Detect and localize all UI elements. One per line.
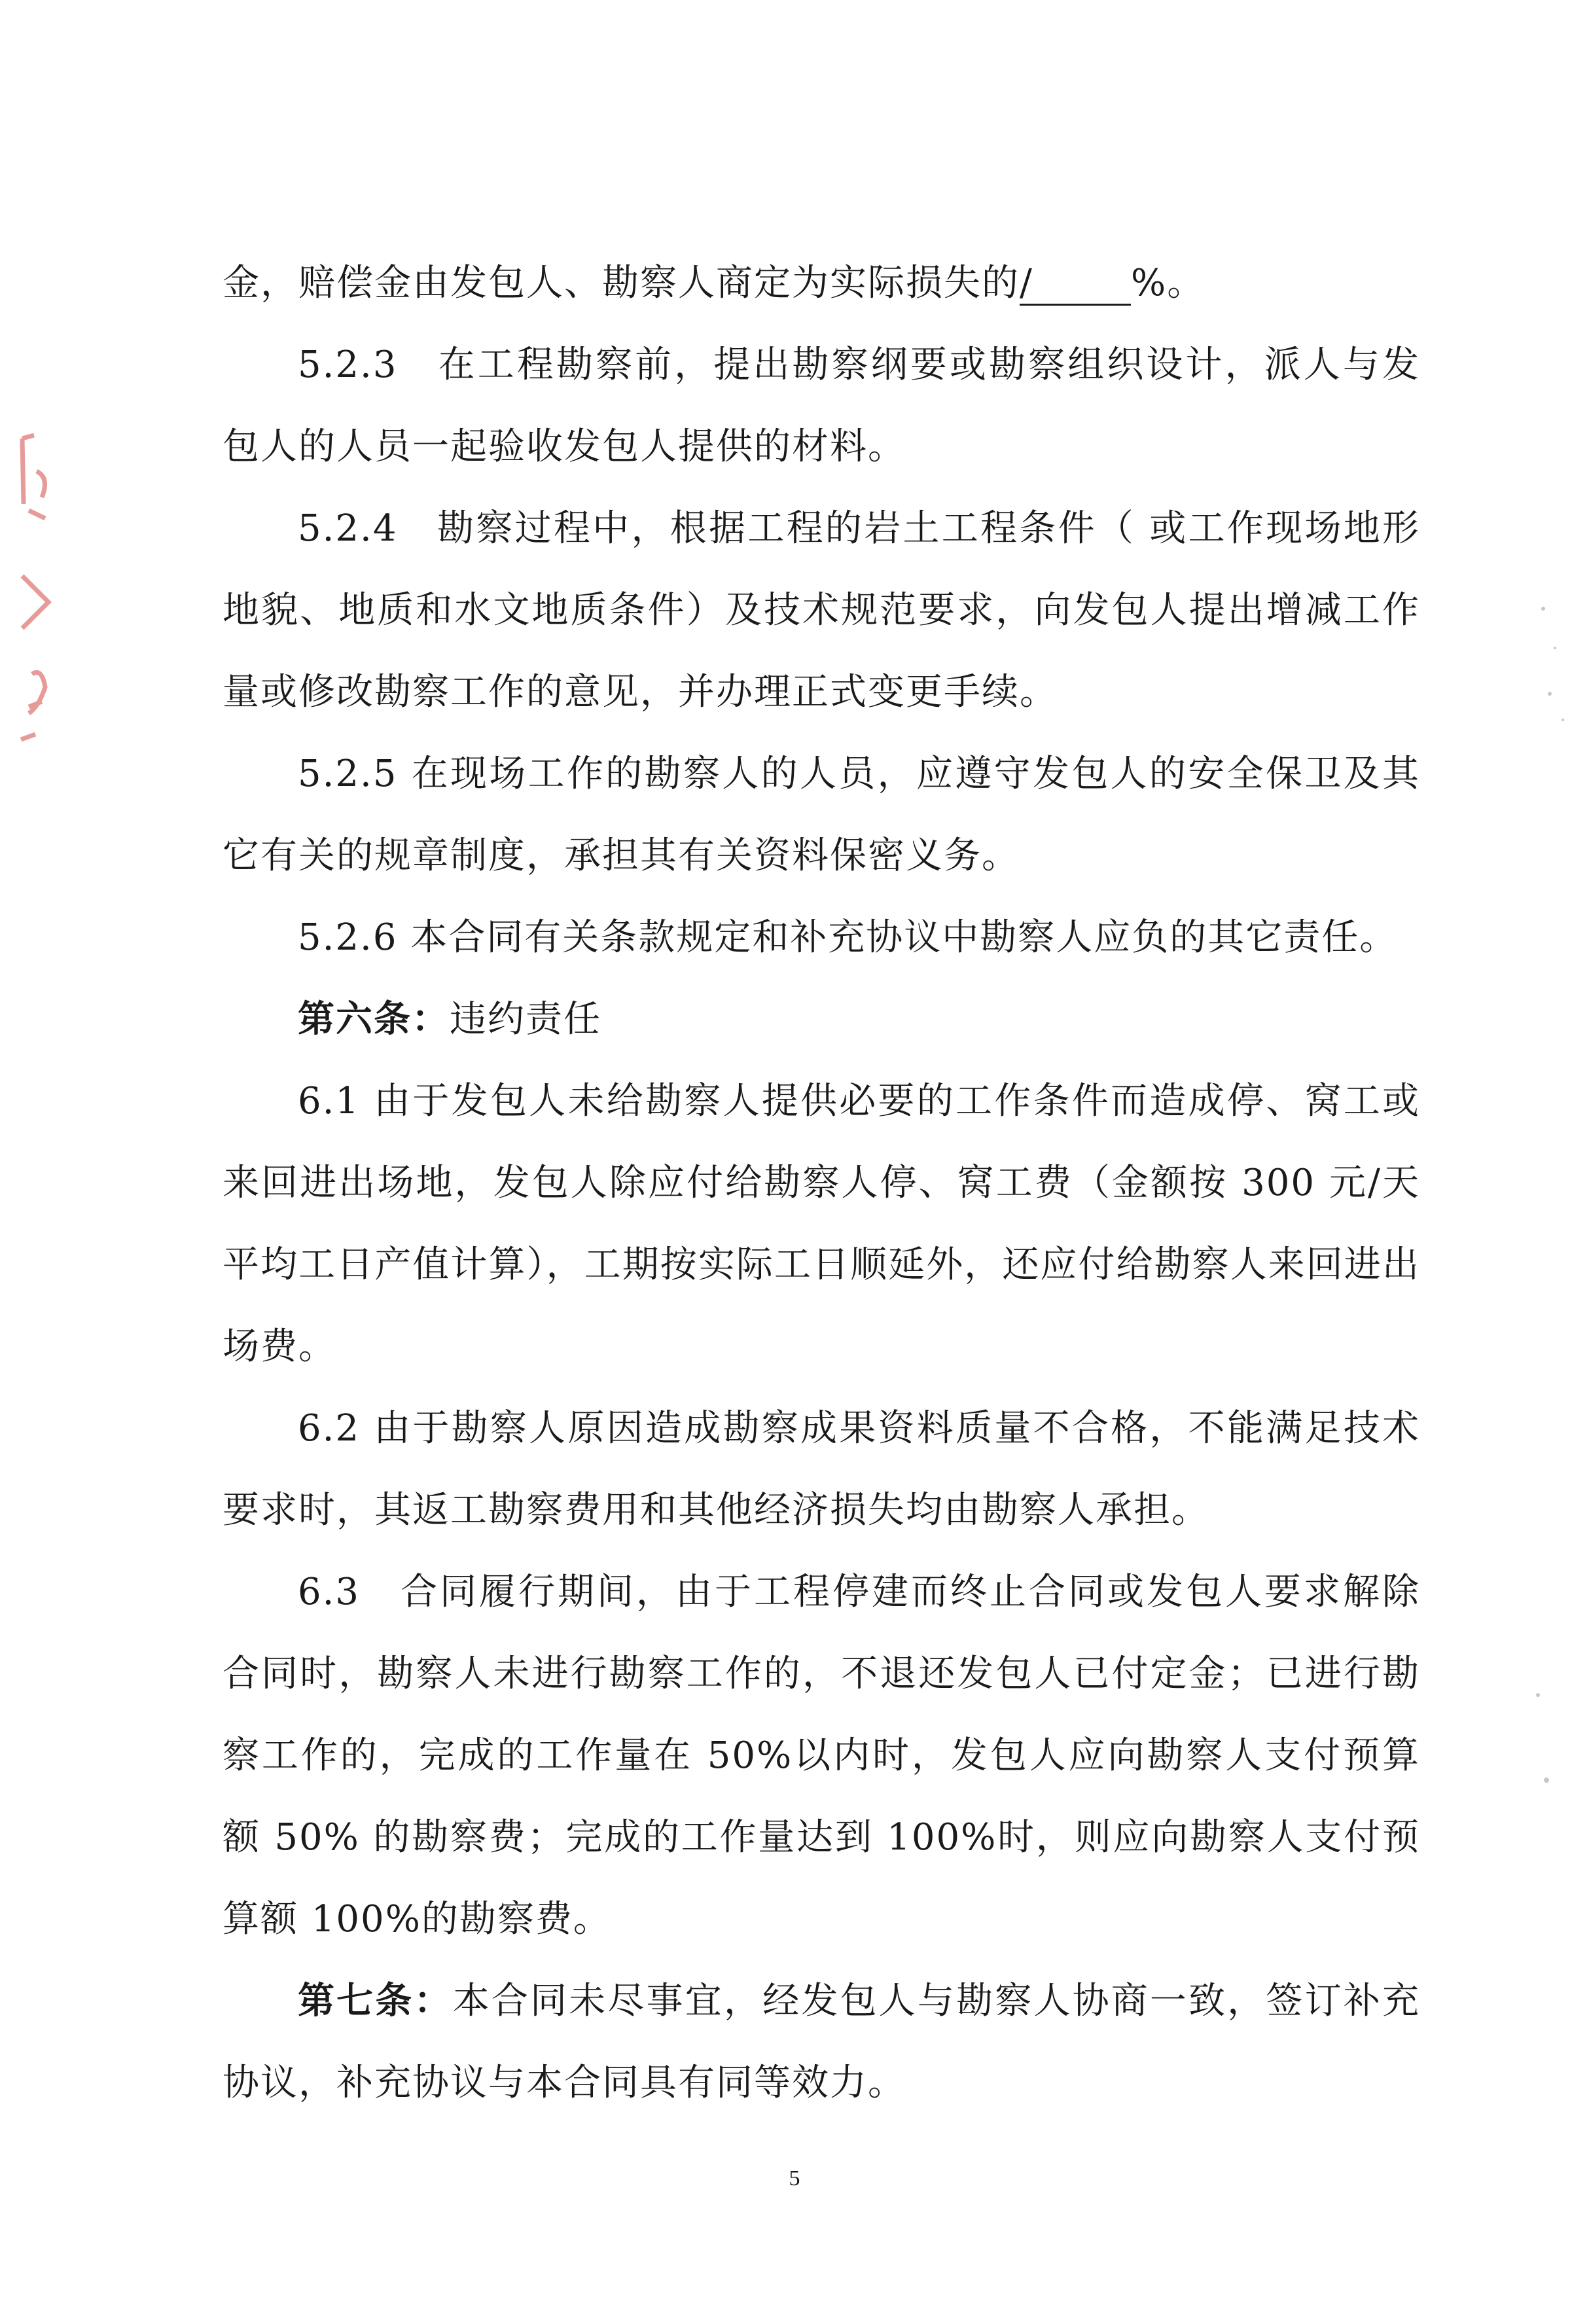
fill-in-blank: / [1020,263,1131,306]
paragraph-6-3: 6.3 合同履行期间，由于工程停建而终止合同或发包人要求解除合同时，勘察人未进行勘察工作的，不退还发包人已付定金；已进行勘察工作的，完成的工作量在 50%以内时，发包人应向勘察人支付预算额 50% 的勘察费；完成的工作量达到 100%时，则应向勘察人支付预算额 100%的勘察费。 [223,1571,1420,1940]
page-number: 5 [789,2166,800,2190]
paragraph-5-2-6: 5.2.6 本合同有关条款规定和补充协议中勘察人应负的其它责任。 [298,916,1398,959]
paragraph-5-2-2-end [223,242,1420,324]
article-text: 本合同未尽事宜，经发包人与勘察人协商一致，签订补充协议，补充协议与本合同具有同等效力。 [223,1980,1421,2104]
paragraph-text: %。 [1131,262,1205,304]
article-label: 第七条： [298,1979,453,2022]
article-label: 第六条： [298,997,450,1041]
paragraph-6-2: 6.2 由于勘察人原因造成勘察成果资料质量不合格，不能满足技术要求时，其返工勘察费用和其他经济损失均由勘察人承担。 [223,1407,1420,1531]
article-6-heading [223,978,1420,1060]
article-7 [223,1960,1420,2124]
seal-stamp-remnant [9,432,75,746]
scan-artifacts [1510,0,1589,2324]
paragraph-5-2-3: 5.2.3 在工程勘察前，提出勘察纲要或勘察组织设计，派人与发包人的人员一起验收发包人提供的材料。 [223,344,1420,468]
paragraph-6-1: 6.1 由于发包人未给勘察人提供必要的工作条件而造成停、窝工或来回进出场地，发包人除应付给勘察人停、窝工费（金额按 300 元/天平均工日产值计算），工期按实际工日顺延外，还应付给勘察人来回进出场费。 [223,1080,1420,1368]
paragraph-text: 金，赔偿金由发包人、勘察人商定为实际损失的 [223,262,1020,304]
paragraph-5-2-4: 5.2.4 勘察过程中，根据工程的岩土工程条件（ 或工作现场地形地貌、地质和水文地质条件）及技术规范要求，向发包人提出增减工作量或修改勘察工作的意见，并办理正式变更手续。 [223,507,1420,713]
paragraph-5-2-5: 5.2.5 在现场工作的勘察人的人员，应遵守发包人的安全保卫及其它有关的规章制度，承担其有关资料保密义务。 [223,753,1420,877]
article-title: 违约责任 [450,998,601,1041]
document-body [223,242,1420,2124]
